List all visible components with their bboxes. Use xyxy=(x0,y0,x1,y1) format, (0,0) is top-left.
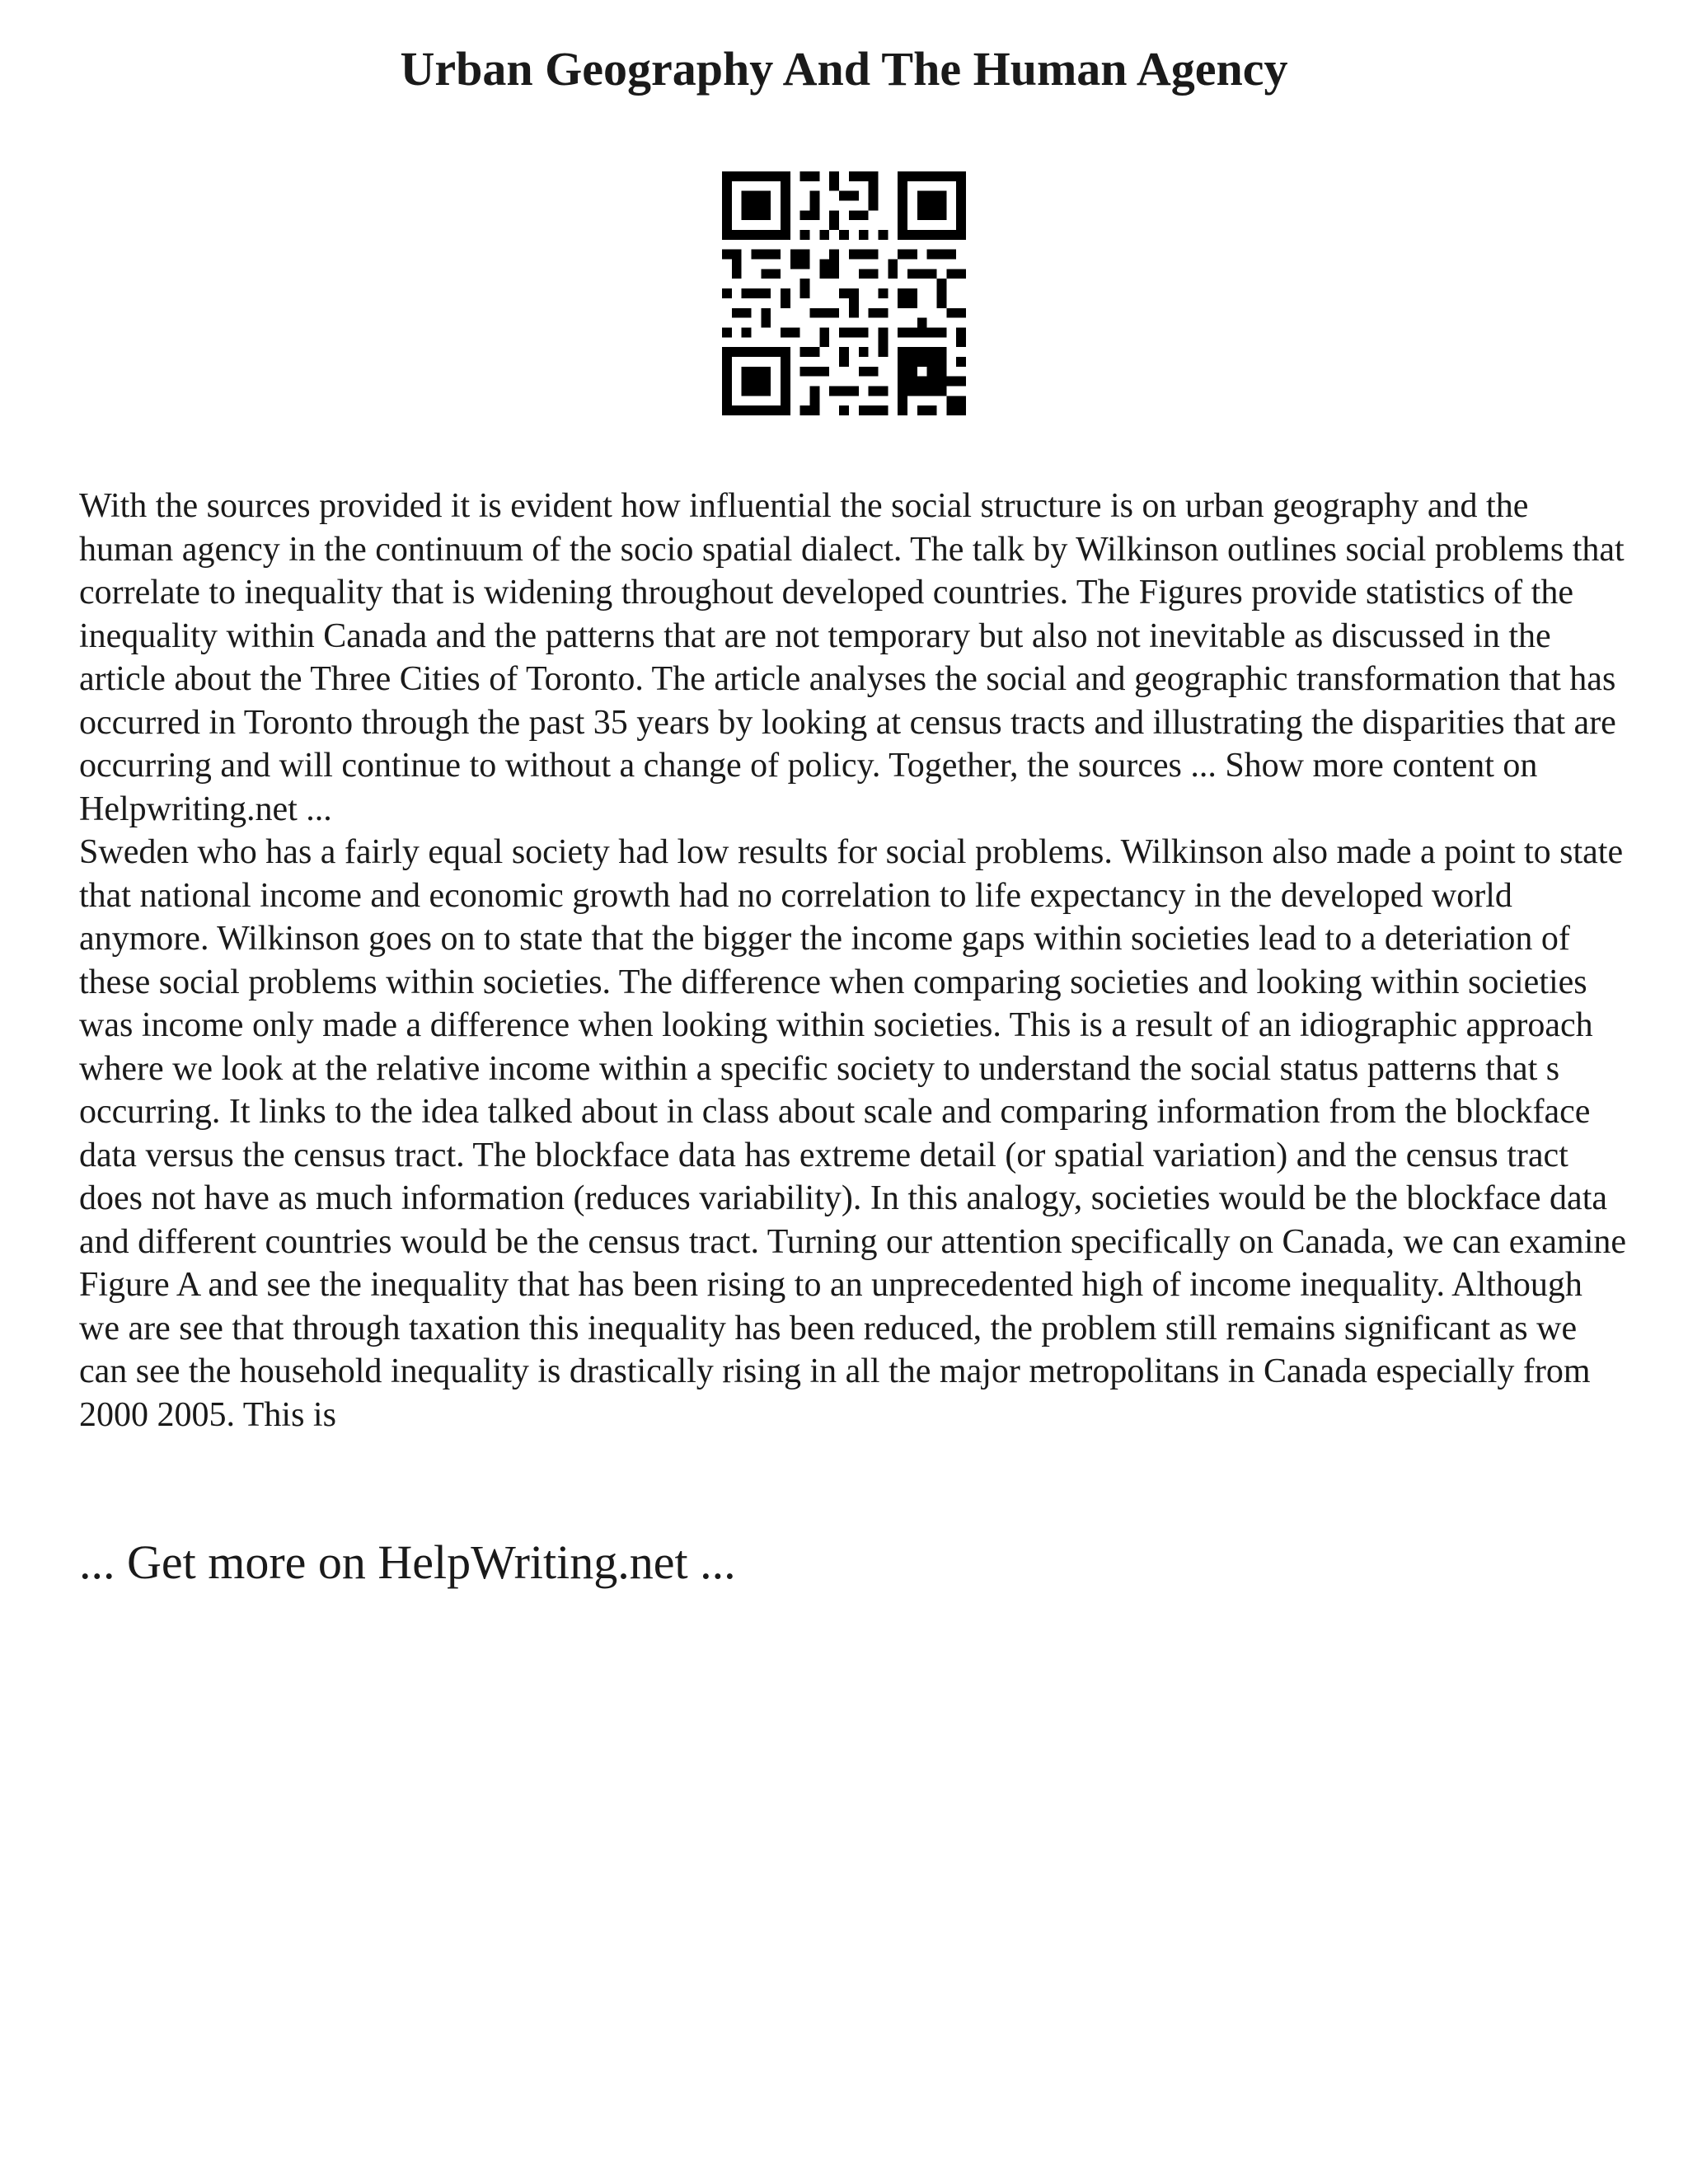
body-paragraph-2: Sweden who has a fairly equal society had low results for social problems. Wilkinson also made a point to state that national income and economic growth had no correlation to life expectancy in the developed world anymore. Wilkinson goes on to state that the bigger the income gaps within societies lead to a deteriation of these social problems within societies. The difference when comparing societies and looking within societies was income only made a difference when looking within societies. This is a result of an idiographic approach where we look at the relative income within a specific society to understand the social status patterns that s occurring. It links to the idea talked about in class about scale and comparing information from the blockface data versus the census tract. The blockface data has extreme detail (or spatial variation) and the census tract does not have as much information (reduces variability). In this analogy, societies would be the blockface data and different countries would be the census tract. Turning our attention specifically on Canada, we can examine Figure A and see the inequality that has been rising to an unprecedented high of income inequality. Although we are see that through taxation this inequality has been reduced, the problem still remains significant as we can see the household inequality is drastically rising in all the major metropolitans in Canada especially from 2000 2005. This is xyxy=(79,833,1626,1434)
document-title: Urban Geography And The Human Agency xyxy=(400,42,1288,96)
get-more-link[interactable]: ... Get more on HelpWriting.net ... xyxy=(79,1535,736,1589)
document-body xyxy=(79,485,1629,1436)
body-paragraph-1: With the sources provided it is evident how influential the social structure is on urban geography and the human agency in the continuum of the socio spatial dialect. The talk by Wilkinson outlines social problems that correlate to inequality that is widening throughout developed countries. The Figures provide statistics of the inequality within Canada and the patterns that are not temporary but also not inevitable as discussed in the article about the Three Cities of Toronto. The article analyses the social and geographic transformation that has occurred in Toronto through the past 35 years by looking at census tracts and illustrating the disparities that are occurring and will continue to without a change of policy. Together, the sources ... Show more content on Helpwriting.net ... xyxy=(79,487,1625,828)
qr-code-icon xyxy=(722,171,966,415)
